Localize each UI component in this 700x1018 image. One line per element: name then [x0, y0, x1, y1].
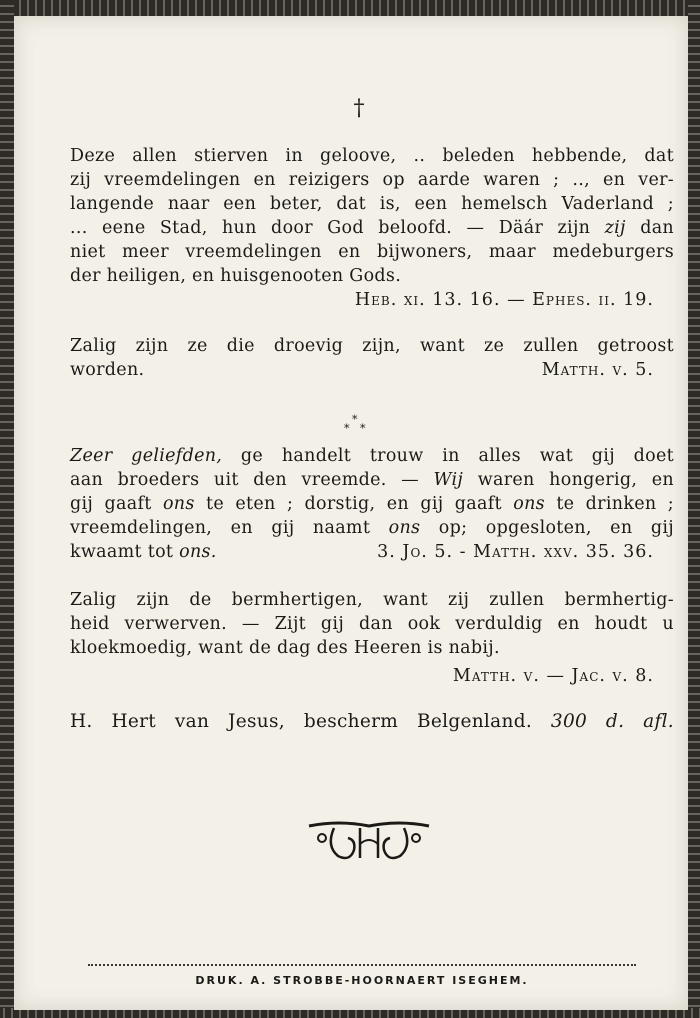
- text-line: aan broeders uit den vreemde. — Wij waren hongerig, en: [70, 470, 674, 490]
- text-line: Zeer geliefden, ge handelt trouw in alles wat gij doet: [70, 446, 674, 466]
- scripture-paragraph-1: [70, 144, 674, 312]
- star-icon: *: [360, 422, 366, 435]
- memorial-card: [14, 16, 688, 1010]
- text-line: der heiligen, en huisgenooten Gods.: [70, 266, 402, 286]
- emphasis-text: zij: [604, 218, 626, 238]
- text-line: [70, 710, 674, 734]
- scripture-paragraph-4: [70, 588, 674, 688]
- star-icon: *: [344, 422, 350, 435]
- text-line: kwaamt tot ons. 3. Jo. 5. - Matth. xxv. 35. 36.: [70, 540, 674, 564]
- text-line: heid verwerven. — Zijt gij dan ook verduldig en houdt u: [70, 614, 674, 634]
- text-line: [70, 358, 674, 382]
- text-line: kloekmoedig, want de dag des Heeren is nabij.: [70, 638, 500, 658]
- printer-imprint: DRUK. A. STROBBE-HOORNAERT ISEGHEM.: [195, 974, 529, 987]
- text-line: Zalig zijn ze die droevig zijn, want ze zullen getroost: [70, 336, 674, 356]
- text-line: zij vreemdelingen en reizigers op aarde waren ; .., en ver-: [70, 170, 674, 190]
- text-line: niet meer vreemdelingen en bijwoners, maar medeburgers: [70, 242, 674, 262]
- text-line: gij gaaft ons te eten ; dorstig, en gij gaaft ons te drinken ;: [70, 494, 675, 514]
- mourning-border-left: [0, 0, 14, 1018]
- scripture-reference: Matth. v. — Jac. v. 8.: [452, 666, 654, 686]
- prayer-line: [70, 710, 674, 734]
- prayer-text: H. Hert van Jesus, bescherm Belgenland.: [70, 711, 533, 732]
- star-icon: *: [352, 413, 358, 426]
- text-line: Deze allen stierven in geloove, .. beleden hebbende, dat: [70, 146, 674, 166]
- scripture-reference: Heb. xi. 13. 16. — Ephes. ii. 19.: [354, 290, 654, 310]
- text-line: vreemdelingen, en gij naamt ons op; opgesloten, en gij: [70, 518, 674, 538]
- flourish-ornament-icon: [304, 816, 434, 866]
- indulgence-text: 300 d. afl.: [550, 711, 674, 732]
- scripture-paragraph-3: [70, 444, 674, 564]
- text-line: langende naar een beter, dat is, een hemelsch Vaderland ;: [70, 194, 674, 214]
- cross-icon: †: [353, 96, 365, 121]
- text-fragment: worden.: [70, 360, 145, 380]
- scripture-reference: Matth. v. 5.: [541, 360, 654, 380]
- asterism: [334, 414, 384, 438]
- mourning-border-right: [688, 0, 700, 1018]
- scripture-reference: 3. Jo. 5. - Matth. xxv. 35. 36.: [377, 542, 654, 562]
- dotted-divider: [88, 964, 636, 966]
- text-line: Zalig zijn de bermhertigen, want zij zullen bermhertig-: [70, 590, 674, 610]
- scripture-paragraph-2: [70, 334, 674, 382]
- text-line: ... eene Stad, hun door God beloofd. — Däár zijn zij dan: [70, 218, 674, 238]
